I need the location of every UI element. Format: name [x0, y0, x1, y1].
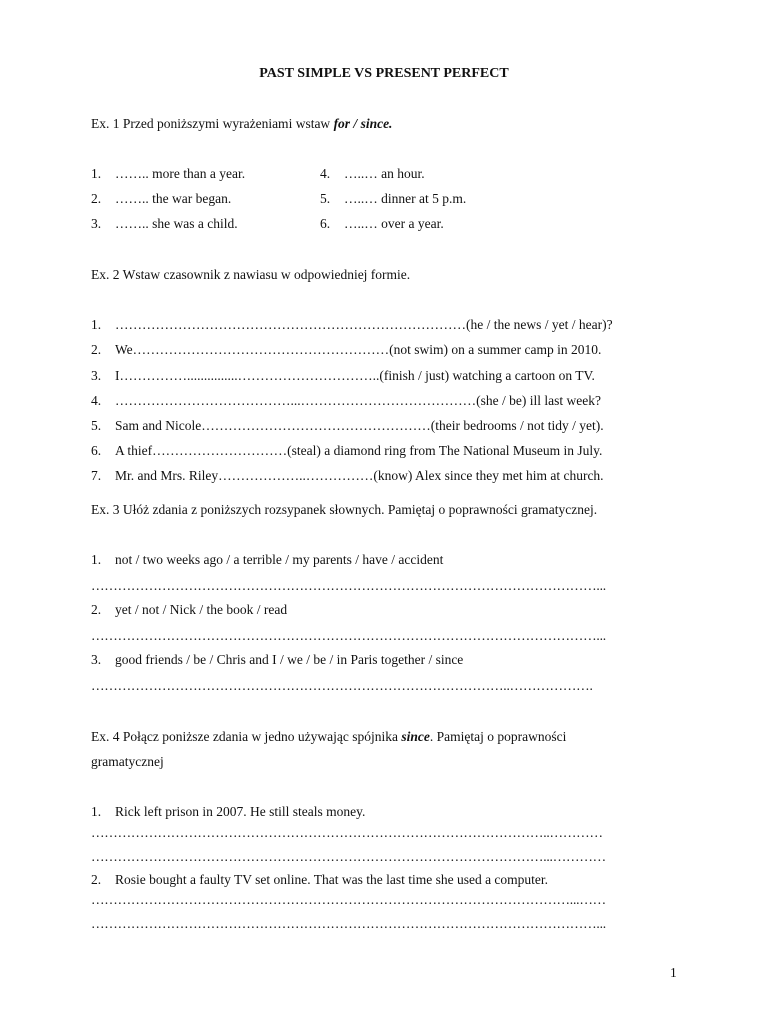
- item-number: 1.: [91, 317, 102, 332]
- ex4-item: [91, 804, 365, 820]
- item-number: 6.: [91, 443, 102, 458]
- ex2-item: [91, 368, 595, 384]
- answer-line[interactable]: ……………………………………………………………………………………………………...: [91, 578, 606, 593]
- answer-line[interactable]: …………………………………………………………………………………………..…………: [91, 825, 603, 840]
- item-text: …..… an hour.: [344, 166, 425, 181]
- item-number: 2.: [91, 872, 102, 887]
- ex2-item: [91, 418, 604, 434]
- item-number: 5.: [320, 191, 331, 206]
- ex4-instruction-text-post: . Pamiętaj o poprawności: [429, 729, 567, 744]
- item-text: …….. she was a child.: [115, 216, 238, 231]
- ex1-item: [320, 166, 425, 182]
- page-title: PAST SIMPLE VS PRESENT PERFECT: [259, 66, 509, 81]
- ex3-item: [91, 652, 463, 668]
- answer-line[interactable]: ……………………………………………………………………………………………………...: [91, 916, 606, 931]
- ex2-instruction: Ex. 2 Wstaw czasownik z nawiasu w odpowiedniej formie.: [91, 267, 411, 282]
- ex2-item: [91, 342, 601, 358]
- ex1-instruction-emphasis: for / since.: [333, 116, 393, 131]
- item-number: 1.: [91, 804, 102, 819]
- ex2-item: [91, 443, 602, 459]
- item-number: 3.: [91, 652, 102, 667]
- item-text: …….. the war began.: [115, 191, 232, 206]
- answer-line[interactable]: …………………………………………………………………………………..……………….: [91, 678, 593, 693]
- ex3-instruction: Ex. 3 Ułóż zdania z poniższych rozsypanek słownych. Pamiętaj o poprawności gramatycznej.: [91, 502, 598, 517]
- item-number: 2.: [91, 602, 102, 617]
- item-number: 7.: [91, 468, 102, 483]
- ex3-item: [91, 602, 287, 618]
- item-number: 4.: [91, 393, 102, 408]
- item-text: …..… dinner at 5 p.m.: [344, 191, 467, 206]
- ex4-instruction: [91, 729, 566, 745]
- item-number: 2.: [91, 191, 102, 206]
- ex2-item: [91, 468, 604, 484]
- item-number: 3.: [91, 368, 102, 383]
- ex4-item: [91, 872, 548, 888]
- item-text: ……………………………………………………………………(he / the news / yet / hear)?: [115, 317, 613, 332]
- item-text: good friends / be / Chris and I / we / be / in Paris together / since: [115, 652, 464, 667]
- ex4-instruction-text: Ex. 4 Połącz poniższe zdania w jedno używając spójnika: [91, 729, 402, 744]
- item-text: We…………………………………………………(not swim) on a summer camp in 2010.: [115, 342, 602, 357]
- ex1-instruction: [91, 116, 392, 132]
- item-number: 6.: [320, 216, 331, 231]
- ex1-item: [91, 166, 245, 182]
- item-text: …….. more than a year.: [115, 166, 246, 181]
- item-text: Rosie bought a faulty TV set online. That was the last time she used a computer.: [115, 872, 549, 887]
- item-number: 5.: [91, 418, 102, 433]
- item-text: yet / not / Nick / the book / read: [115, 602, 288, 617]
- item-number: 1.: [91, 166, 102, 181]
- item-text: Sam and Nicole……………………………………………(their bedrooms / not tidy / yet).: [115, 418, 604, 433]
- item-text: …..… over a year.: [344, 216, 444, 231]
- ex1-item: [91, 216, 238, 232]
- item-text: I……………...............…………………………..(finish / just) watching a cartoon on TV.: [115, 368, 595, 383]
- ex4-instruction-emphasis: since: [401, 729, 430, 744]
- ex2-item: [91, 393, 601, 409]
- item-number: 2.: [91, 342, 102, 357]
- item-text: not / two weeks ago / a terrible / my parents / have / accident: [115, 552, 444, 567]
- ex1-instruction-text: Ex. 1 Przed poniższymi wyrażeniami wstaw: [91, 116, 334, 131]
- ex1-item: [91, 191, 231, 207]
- item-text: Rick left prison in 2007. He still steals money.: [115, 804, 366, 819]
- item-text: …………………………………...…………………………………(she / be) ill last week?: [115, 393, 601, 408]
- item-number: 4.: [320, 166, 331, 181]
- page-number: 1: [670, 965, 677, 980]
- ex1-item: [320, 216, 444, 232]
- item-text: Mr. and Mrs. Riley………………..……………(know) Alex since they met him at church.: [115, 468, 604, 483]
- item-number: 1.: [91, 552, 102, 567]
- ex1-item: [320, 191, 466, 207]
- answer-line[interactable]: ……………………………………………………………………………………………………...: [91, 628, 606, 643]
- answer-line[interactable]: ………………………………………………………………………………………………...……: [91, 892, 606, 907]
- ex3-item: [91, 552, 443, 568]
- item-text: A thief…………………………(steal) a diamond ring from The National Museum in July.: [115, 443, 603, 458]
- item-number: 3.: [91, 216, 102, 231]
- ex2-item: [91, 317, 613, 333]
- answer-line[interactable]: …………………………………………………………………………………………...…………: [91, 849, 606, 864]
- ex4-instruction-line2: gramatycznej: [91, 754, 164, 769]
